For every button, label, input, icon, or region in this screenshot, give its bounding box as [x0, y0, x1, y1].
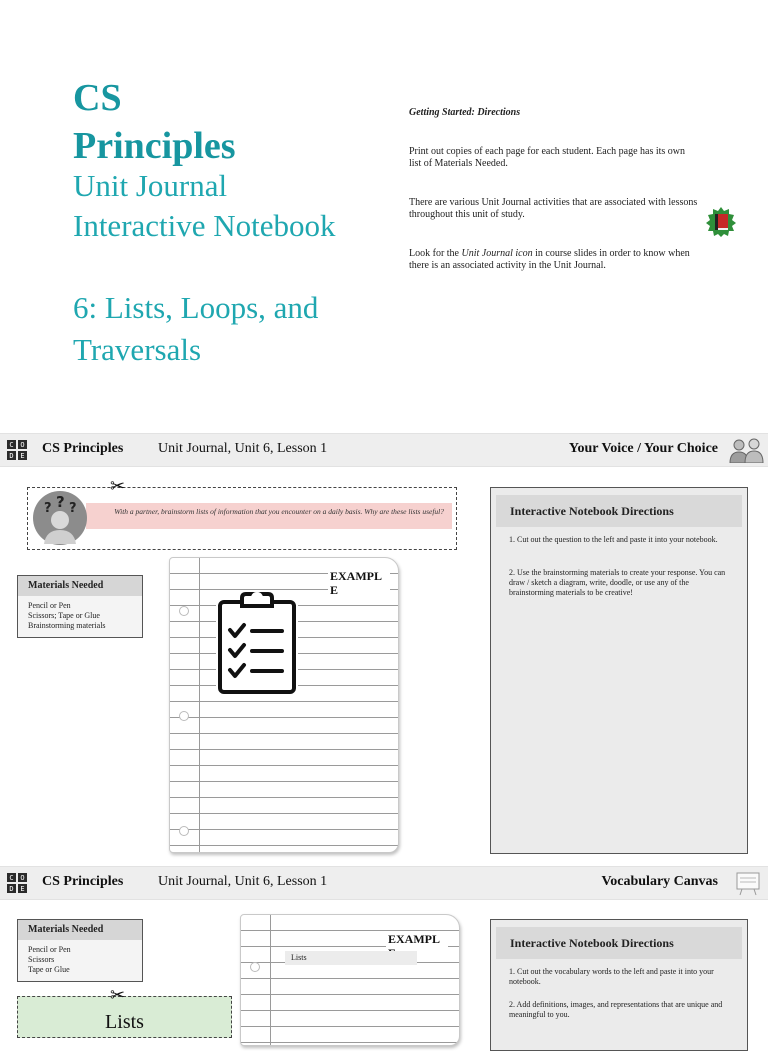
materials-item: Scissors [28, 955, 55, 964]
getting-started-paragraph-2: There are various Unit Journal activities that are associated with lessons throughout this unit of study. [409, 197, 698, 220]
thinking-person-icon [32, 490, 88, 546]
paper-vocab-field: Lists [285, 951, 417, 965]
notebook-paper-example [240, 914, 460, 1046]
materials-heading: Materials Needed [18, 920, 142, 940]
directions-step: 1. Cut out the vocabulary words to the left and paste it into your notebook. [509, 967, 714, 986]
unit-journal-book-icon [705, 206, 737, 238]
section1-title: Your Voice / Your Choice [568, 441, 718, 456]
section1-header-bar [0, 433, 768, 467]
materials-item: Pencil or Pen [28, 945, 71, 954]
cover-title-cs: CS [73, 77, 122, 119]
people-icon [728, 437, 764, 463]
materials-needed-box [17, 575, 143, 638]
section1-brand: CS Principles [42, 441, 124, 456]
getting-started-paragraph-3: Look for the Unit Journal icon in course slides in order to know when there is an associated activity in the Unit Journal. [409, 248, 690, 271]
cover-unit-line1: 6: Lists, Loops, and [73, 290, 319, 325]
scissors-icon: ✂ [110, 476, 126, 497]
svg-text:?: ? [56, 493, 65, 511]
directions-step: 1. Cut out the question to the left and paste it into your notebook. [509, 535, 718, 544]
scissors-icon: ✂ [110, 985, 126, 1006]
directions-step: 2. Add definitions, images, and representations that are unique and meaningful to you. [509, 1000, 723, 1019]
materials-item: Tape or Glue [28, 965, 70, 974]
cover-subtitle-notebook: Interactive Notebook [73, 208, 336, 243]
directions-heading: Interactive Notebook Directions [496, 927, 742, 959]
svg-text:?: ? [69, 501, 77, 516]
section1-lesson: Unit Journal, Unit 6, Lesson 1 [158, 441, 328, 456]
materials-heading: Materials Needed [18, 576, 142, 596]
cover-subtitle-unit-journal: Unit Journal [73, 168, 228, 203]
materials-item: Scissors; Tape or Glue [28, 611, 100, 620]
notebook-directions-panel [490, 919, 748, 1051]
materials-item: Pencil or Pen [28, 601, 71, 610]
svg-text:?: ? [44, 501, 52, 516]
canvas-icon [734, 870, 762, 896]
cover-title-principles: Principles [73, 125, 236, 167]
directions-heading: Interactive Notebook Directions [496, 495, 742, 527]
cover-unit-line2: Traversals [73, 332, 202, 367]
example-label: EXAMPL [386, 931, 448, 961]
question-text: With a partner, brainstorm lists of information that you encounter on a daily basis. Why are these lists useful? [114, 507, 444, 516]
vocab-word: Lists [105, 1011, 144, 1033]
materials-needed-box [17, 919, 143, 982]
notebook-directions-panel [490, 487, 748, 854]
notebook-paper-example [169, 557, 399, 853]
section2-lesson: Unit Journal, Unit 6, Lesson 1 [158, 874, 328, 889]
clipboard-checklist-icon [216, 592, 298, 696]
materials-item: Brainstorming materials [28, 621, 106, 630]
getting-started-heading: Getting Started: Directions [409, 107, 521, 118]
getting-started-paragraph-1: Print out copies of each page for each student. Each page has its own list of Materials Needed. [409, 146, 686, 169]
directions-step: 2. Use the brainstorming materials to create your response. You can draw / sketch a diagram, write, doodle, or use any of the brainstorming materials to be creative! [509, 568, 726, 597]
question-strip [86, 503, 452, 529]
example-label: EXAMPL E [328, 568, 390, 598]
code-org-logo-icon: C O D E [6, 872, 28, 894]
code-org-logo-icon: C O D E [6, 439, 28, 461]
section2-title: Vocabulary Canvas [601, 874, 718, 889]
section2-header-bar [0, 866, 768, 900]
section2-brand: CS Principles [42, 874, 124, 889]
